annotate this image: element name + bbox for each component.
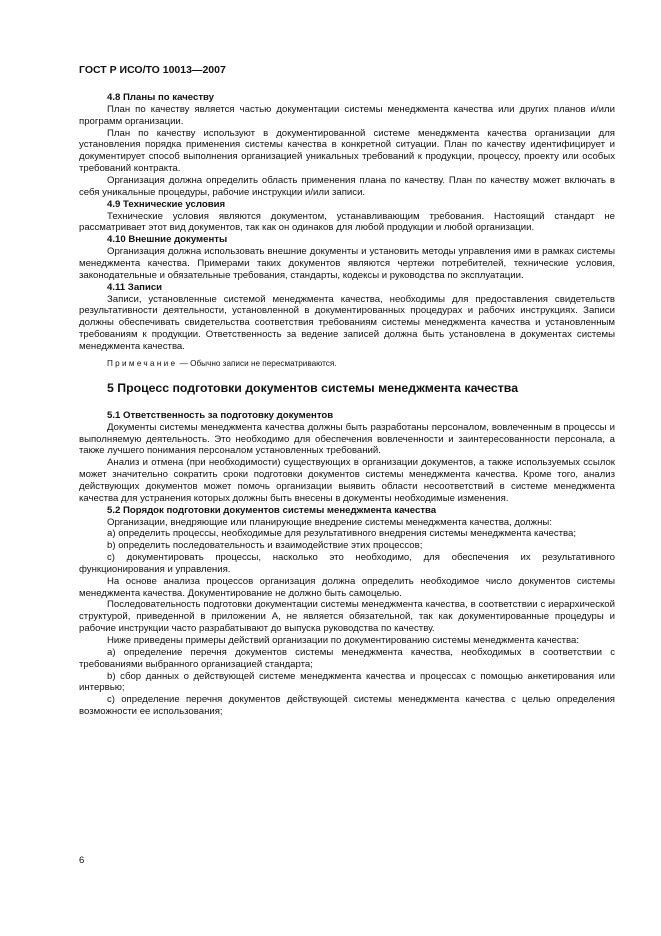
list-item: а) определить процессы, необходимые для результативного внедрения системы менеджмента качества; <box>107 528 577 540</box>
heading-5-2: 5.2 Порядок подготовки документов системы менеджмента качества <box>107 504 437 516</box>
paragraph: Последовательность подготовки документации системы менеджмента качества, в соответствии с иерархической структурой, приведенной в приложении А, не является обязательной, так как документированные процедуры и рабочие инструкции часто разрабатывают до выпуска руководства по качеству. <box>79 599 615 635</box>
heading-4-10: 4.10 Внешние документы <box>107 234 228 246</box>
paragraph: Записи, установленные системой менеджмента качества, необходимы для предоставления свидетельств результативности деятельности, установленной в документированных процедурах и рабочих инструкциях. Записи должны обеспечивать свидетельства соответствия требованиям системы менеджмента качества и установленным требованиям к продукции. Ответственность за ведение записей должна быть установлена в документах системы менеджмента качества. <box>79 293 615 352</box>
paragraph: План по качеству используют в документированной системе менеджмента качества организации для установления порядка применения системы качества в конкретной ситуации. План по качеству идентифицирует и документирует способ выполнения организацией уникальных требований к продукции, процессу, проекту или особых требований контракта. <box>79 127 615 175</box>
heading-4-11: 4.11 Записи <box>107 281 163 293</box>
list-item: а) определение перечня документов системы менеджмента качества, необходимых в соответствии с требованиями выбранного организацией стандарта; <box>79 646 615 670</box>
paragraph: Документы системы менеджмента качества должны быть разработаны персоналом, вовлеченным в процессы и выполняемую деятельность. Это необходимо для обеспечения вовлеченности и заинтересованности персонала, а также лучшего понимания персоналом установленных требований. <box>79 421 615 457</box>
document-page <box>79 64 615 718</box>
list-item: с) определение перечня документов действующей системы менеджмента качества с целью определения возможности ее использования; <box>79 694 615 718</box>
list-item: b) определить последовательность и взаимодействие этих процессов; <box>107 540 423 552</box>
document-code-header: ГОСТ Р ИСО/ТО 10013—2007 <box>79 64 226 76</box>
paragraph: Организация должна использовать внешние документы и установить методы управления ими в рамках системы менеджмента качества. Примерами таких документов являются чертежи потребителей, технические условия, законодательные и обязательные требования, стандарты, кодексы и руководства по эксплуатации. <box>79 246 615 281</box>
heading-5-1: 5.1 Ответственность за подготовку документов <box>107 409 334 421</box>
page-number: 6 <box>79 855 85 866</box>
heading-4-9: 4.9 Технические условия <box>107 198 226 210</box>
note-label: Примечание <box>107 358 178 368</box>
paragraph: Организация должна определить область применения плана по качеству. План по качеству может включать в себя уникальные процедуры, рабочие инструкции и/или записи. <box>79 174 615 198</box>
note-text: — Обычно записи не пересматриваются. <box>177 358 337 368</box>
paragraph: Организации, внедряющие или планирующие внедрение системы менеджмента качества, должны: <box>107 516 552 528</box>
paragraph: На основе анализа процессов организация должна определить необходимое число документов системы менеджмента качества. Документирование не должно быть самоцелью. <box>79 575 615 599</box>
list-item: с) документировать процессы, насколько это необходимо, для обеспечения их результативного функционирования и управления. <box>79 552 615 575</box>
list-item: b) сбор данных о действующей системе менеджмента качества и процессах с помощью анкетирования или интервью; <box>79 670 615 694</box>
paragraph: Технические условия являются документом, устанавливающим требования. Настоящий стандарт не рассматривает этот вид документов, так как он одинаков для любой продукции и любой организации. <box>79 210 615 234</box>
section-5-title: 5 Процесс подготовки документов системы менеджмента качества <box>107 380 519 395</box>
heading-4-8: 4.8 Планы по качеству <box>107 92 215 103</box>
paragraph: План по качеству является частью документации системы менеджмента качества или других планов и/или программ организации. <box>79 103 615 127</box>
note <box>79 358 615 369</box>
paragraph: Ниже приведены примеры действий организации по документированию системы менеджмента качества: <box>107 634 580 646</box>
paragraph: Анализ и отмена (при необходимости) существующих в организации документов, а также используемых ссылок может значительно сократить сроки подготовки документов системы менеджмента качества. Кроме того, анализ действующих документов может помочь организации выявить области несоответствий в системе менеджмента качества для устранения которых должны быть внесены в документы необходимые изменения. <box>79 457 615 504</box>
